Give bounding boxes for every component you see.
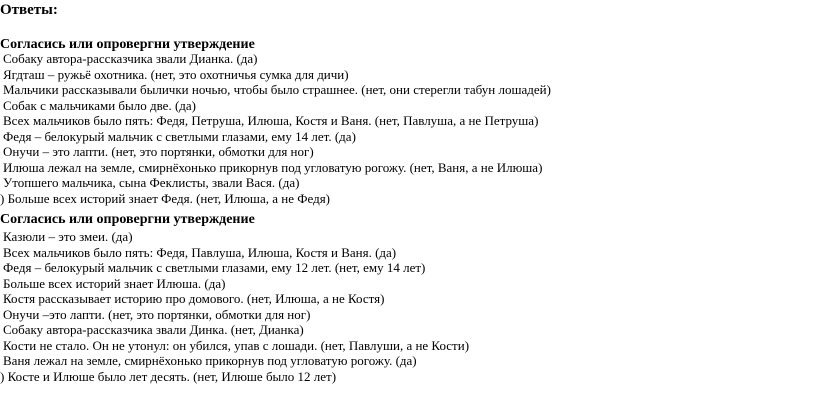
list-item: ) Больше всех историй знает Федя. (нет, Илюша, а не Федя) — [0, 190, 331, 206]
section-2-list — [0, 229, 469, 384]
list-item: Собак с мальчиками было две. (да) — [3, 97, 196, 113]
list-item: Всех мальчиков было пять: Федя, Петруша, Илюша, Костя и Ваня. (нет, Павлуша, а не Петруша) — [3, 113, 539, 129]
list-item: Всех мальчиков было пять: Федя, Павлуша, Илюша, Костя и Ваня. (да) — [3, 244, 397, 260]
list-item: Больше всех историй знает Илюша. (да) — [3, 275, 226, 291]
list-item: Ваня лежал на земле, смирнёхонько прикорнув под угловатую рогожу. (да) — [3, 353, 417, 369]
list-item: Кости не стало. Он не утонул: он убился, упав с лошади. (нет, Павлуши, а не Кости) — [3, 337, 470, 353]
list-item: Собаку автора-рассказчика звали Дианка. (да) — [3, 51, 258, 66]
list-item: Илюша лежал на земле, смирнёхонько прикорнув под угловатую рогожу. (нет, Ваня, а не Илюша) — [3, 159, 543, 175]
list-item: Костя рассказывает историю про домового. (нет, Илюша, а не Костя) — [3, 291, 385, 307]
list-item: Собаку автора-рассказчика звали Динка. (нет, Дианка) — [3, 322, 304, 338]
list-item: Ягдташ – ружьё охотника. (нет, это охотничья сумка для дичи) — [3, 66, 349, 82]
list-item: Казюли – это змеи. (да) — [3, 229, 133, 244]
list-item: Утопшего мальчика, сына Феклисты, звали Вася. (да) — [3, 175, 300, 191]
list-item: Федя – белокурый мальчик с светлыми глазами, ему 14 лет. (да) — [3, 128, 356, 144]
list-item: Онучи –это лапти. (нет, это портянки, обмотки для ног) — [3, 306, 311, 322]
list-item: Федя – белокурый мальчик с светлыми глазами, ему 12 лет. (нет, ему 14 лет) — [3, 260, 426, 276]
section-1-list — [0, 51, 551, 206]
section-2-heading: Согласись или опровергни утверждение — [0, 212, 255, 227]
section-1-heading: Согласись или опровергни утверждение — [0, 37, 255, 52]
list-item: ) Косте и Илюше было лет десять. (нет, Илюше было 12 лет) — [0, 368, 337, 384]
list-item: Онучи – это лапти. (нет, это портянки, обмотки для ног) — [3, 144, 314, 160]
list-item: Мальчики рассказывали былички ночью, чтобы было страшнее. (нет, они стерегли табун лошадей) — [3, 82, 551, 98]
page-title: Ответы: — [0, 2, 58, 18]
